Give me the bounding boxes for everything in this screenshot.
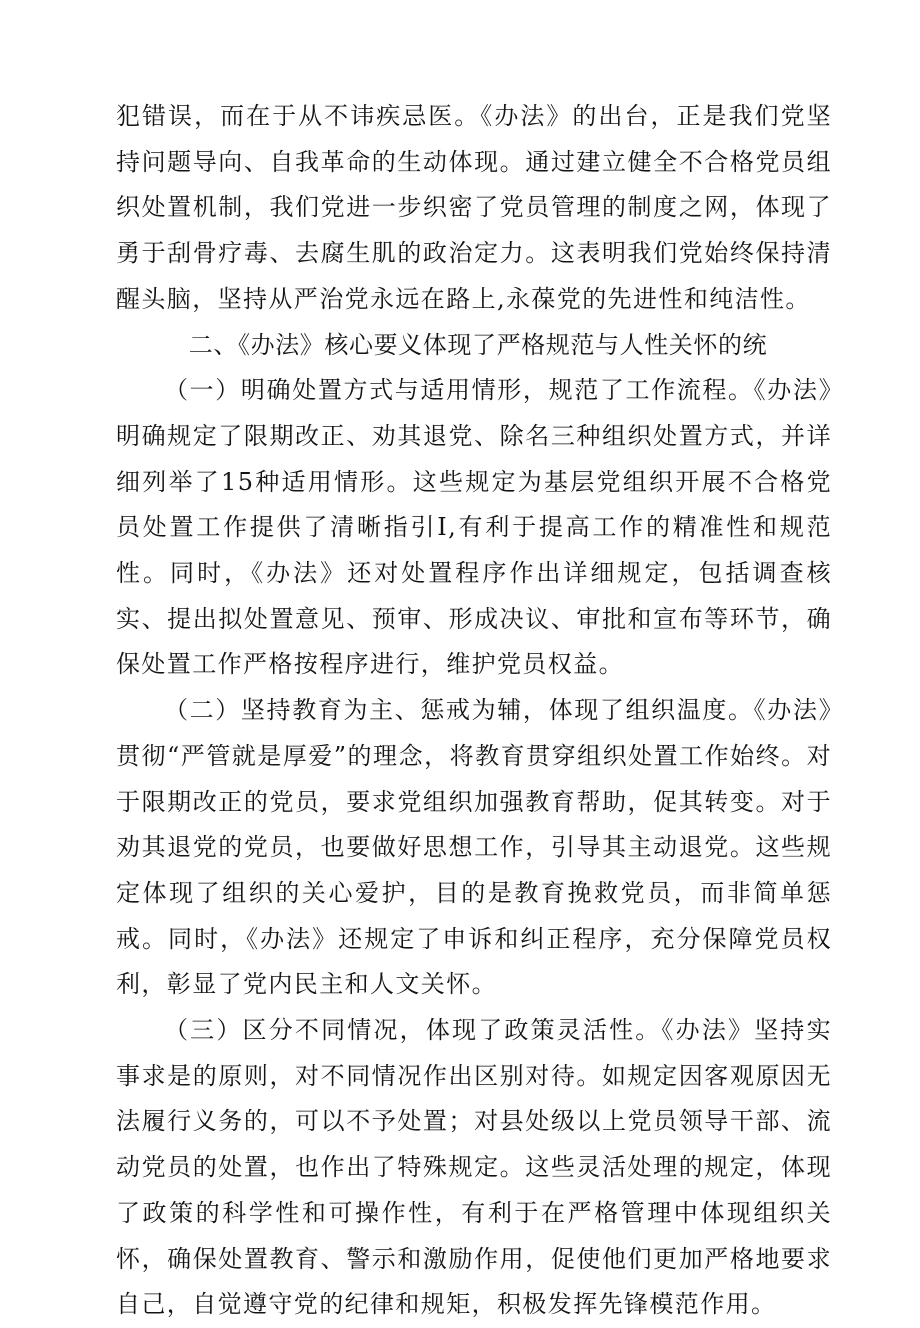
paragraph-policy-flexibility: （三）区分不同情况，体现了政策灵活性。《办法》坚持实事求是的原则，对不同情况作出区别对待。如规定因客观原因无法履行义务的，可以不予处置；对县处级以上党员领导干部、流动党员的处置，也作出了特殊规定。这些灵活处理的规定，体现了政策的科学性和可操作性，有利于在严格管理中体现组织关怀，确保处置教育、警示和激励作用，促使他们更加严格地要求自己，自觉遵守党的纪律和规矩，积极发挥先锋模范作用。 <box>116 1016 832 1319</box>
paragraph-continued: 犯错误，而在于从不讳疾忌医。《办法》的出台，正是我们党坚持问题导向、自我革命的生动体现。通过建立健全不合格党员组织处置机制，我们党进一步织密了党员管理的制度之网，体现了勇于刮骨疗毒、去腐生肌的政治定力。这表明我们党始终保持清醒头脑，坚持从严治党永远在路上,永葆党的先进性和纯洁性。 <box>116 102 832 313</box>
paragraph-clear-procedures: （一）明确处置方式与适用情形，规范了工作流程。《办法》明确规定了限期改正、劝其退党、除名三种组织处置方式，并详细列举了15种适用情形。这些规定为基层党组织开展不合格党员处置工作提供了清晰指引I,有利于提高工作的精准性和规范性。同时，《办法》还对处置程序作出详细规定，包括调查核实、提出拟处置意见、预审、形成决议、审批和宣布等环节，确保处置工作严格按程序进行，维护党员权益。 <box>116 376 832 679</box>
document-body <box>116 94 832 1328</box>
section-heading: 二、《办法》核心要义体现了严格规范与人性关怀的统 <box>188 330 768 359</box>
paragraph-education-first: （二）坚持教育为主、惩戒为辅，体现了组织温度。《办法》贯彻“严管就是厚爱”的理念，将教育贯穿组织处置工作始终。对于限期改正的党员，要求党组织加强教育帮助，促其转变。对于劝其退党的党员，也要做好思想工作，引导其主动退党。这些规定体现了组织的关心爱护，目的是教育挽救党员，而非简单惩戒。同时，《办法》还规定了申诉和纠正程序，充分保障党员权利，彰显了党内民主和人文关怀。 <box>116 696 832 999</box>
